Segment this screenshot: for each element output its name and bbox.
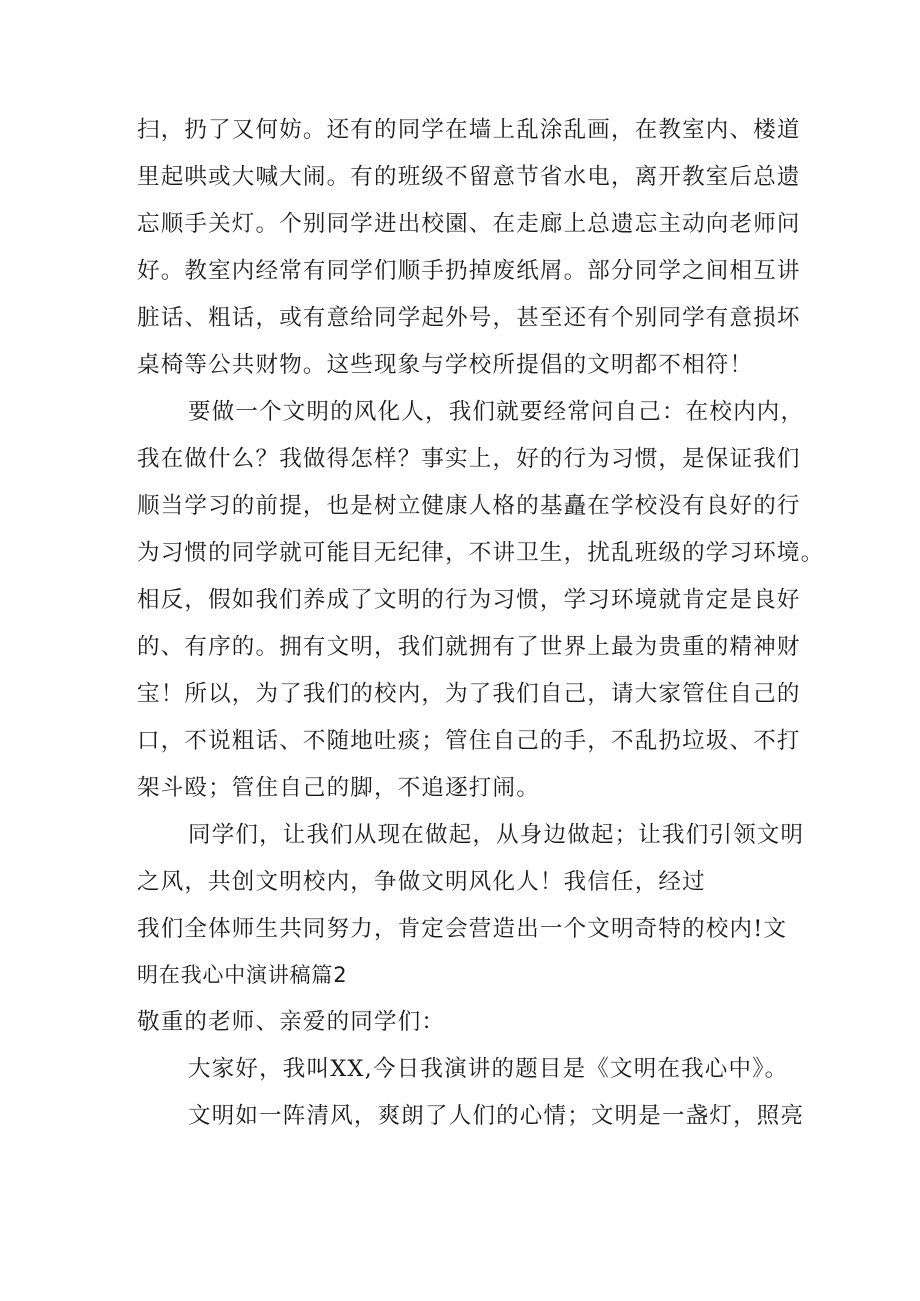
text-line: 宝！所以，为了我们的校内，为了我们自己，请大家管住自己的 bbox=[137, 681, 801, 707]
text-line: 扫，扔了又何妨。还有的同学在墙上乱涂乱画，在教室内、楼道 bbox=[137, 117, 801, 143]
section-heading: 明在我心中演讲稿篇2 bbox=[137, 963, 348, 987]
text-line: 我们全体师生共同努力，肯定会营造出一个文明奇特的校内!文 bbox=[137, 916, 788, 942]
paragraph-first-line: 文明如一阵清风，爽朗了人们的心情；文明是一盏灯，照亮 bbox=[188, 1103, 805, 1129]
text-line: 顺当学习的前提，也是树立健康人格的基矗在学校没有良好的行 bbox=[137, 493, 801, 519]
text-line: 好。教室内经常有同学们顺手扔掉废纸屑。部分同学之间相互讲 bbox=[137, 258, 801, 284]
text-line: 相反，假如我们养成了文明的行为习惯，学习环境就肯定是良好 bbox=[137, 587, 801, 613]
text-line: 为习惯的同学就可能目无纪律，不讲卫生，扰乱班级的学习环境。 bbox=[137, 540, 825, 566]
salutation-line: 敬重的老师、亲爱的同学们： bbox=[137, 1009, 446, 1035]
text-line: 桌椅等公共财物。这些现象与学校所提倡的文明都不相符！ bbox=[137, 352, 754, 378]
text-line: 口，不说粗话、不随地吐痰；管住自己的手，不乱扔垃圾、不打 bbox=[137, 728, 801, 754]
paragraph-first-line: 大家好，我叫XX,今日我演讲的题目是《文明在我心中》。 bbox=[188, 1056, 789, 1082]
text-line: 架斗殴；管住自己的脚，不追逐打闹。 bbox=[137, 775, 540, 801]
text-line: 之风，共创文明校内，争做文明风化人！我信任，经过 bbox=[137, 869, 706, 895]
text-line: 我在做什么？我做得怎样？事实上，好的行为习惯，是保证我们 bbox=[137, 446, 801, 472]
text-line: 里起哄或大喊大闹。有的班级不留意节省水电，离开教室后总遗 bbox=[137, 164, 801, 190]
text-line: 忘顺手关灯。个别同学进出校園、在走廊上总遗忘主动向老师问 bbox=[137, 211, 801, 237]
paragraph-first-line: 同学们，让我们从现在做起，从身边做起；让我们引领文明 bbox=[188, 822, 805, 848]
text-line: 脏话、粗话，或有意给同学起外号，甚至还有个别同学有意损坏 bbox=[137, 305, 801, 331]
paragraph-first-line: 要做一个文明的风化人，我们就要经常问自己：在校内内， bbox=[188, 399, 805, 425]
text-line: 的、有序的。拥有文明，我们就拥有了世界上最为贵重的精神财 bbox=[137, 634, 801, 660]
